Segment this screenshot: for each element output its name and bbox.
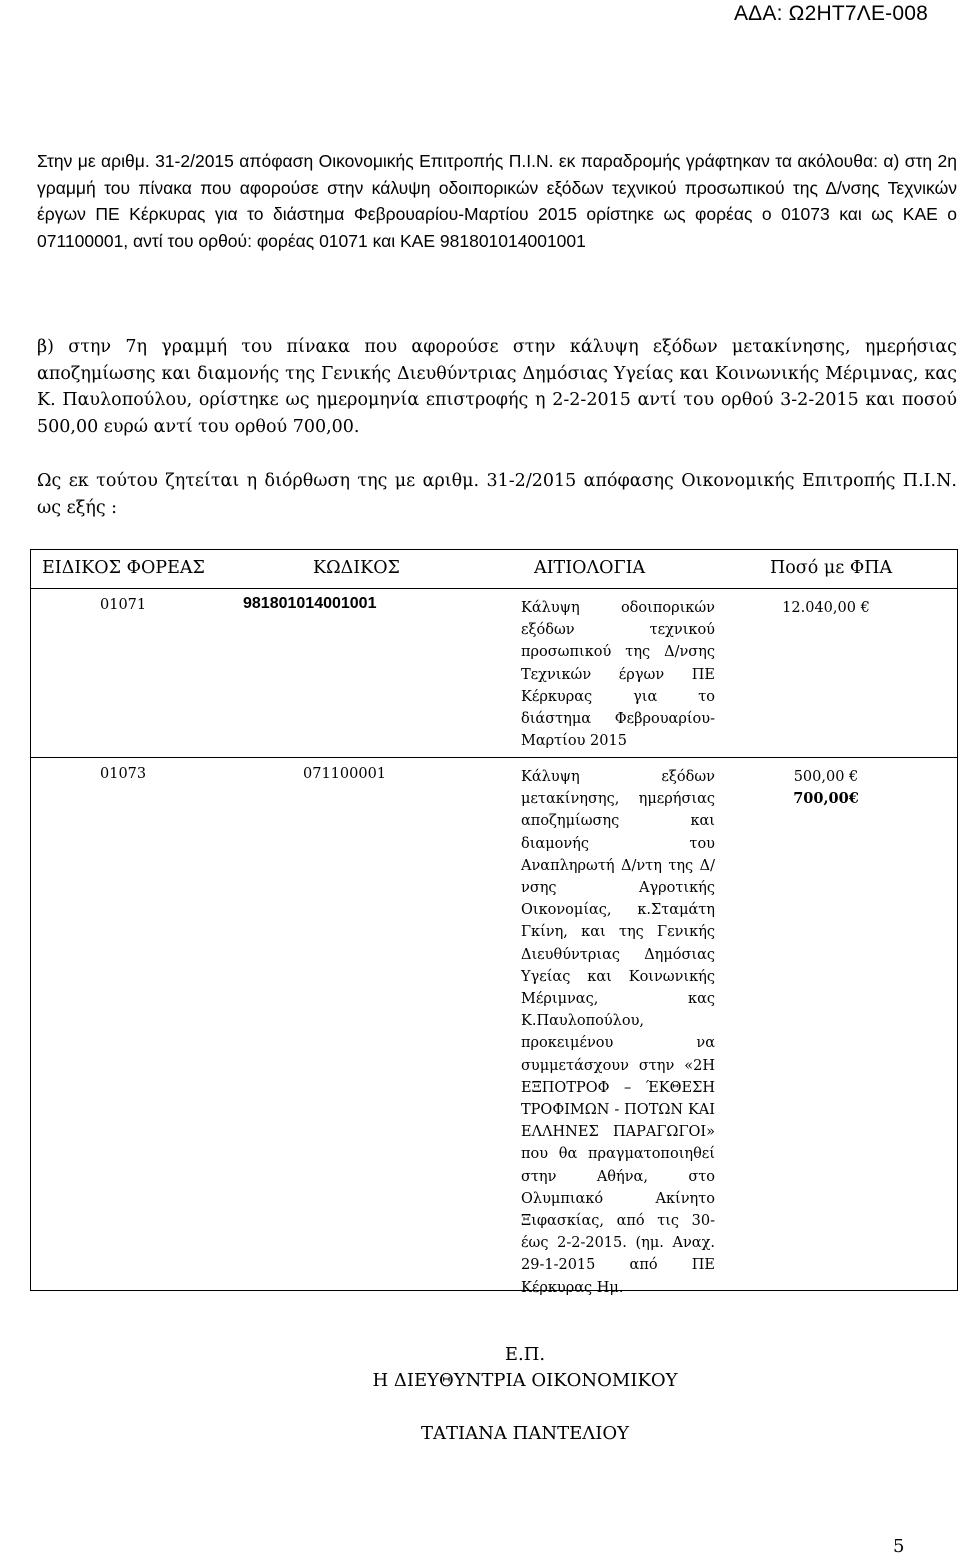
amount-value: 12.040,00 € [782,600,870,616]
cell-code: 981801014001001 [243,595,377,612]
cell-foreas: 01073 [100,766,147,782]
signature-name: ΤΑΤΙΑΝΑ ΠΑΝΤΕΛΙΟΥ [421,1423,629,1444]
cell-amount [766,766,886,810]
paragraph-a: Στην με αριθμ. 31-2/2015 απόφαση Οικονομικής Επιτροπής Π.Ι.Ν. εκ παραδρομής γράφτηκαν τα ακόλουθα: α) στη 2η γραμμή του πίνακα που αφορούσε στην κάλυψη οδοιπορικών εξόδων τεχνικού προσωπικού της Δ/νσης Τεχνικών έργων ΠΕ Κέρκυρας για το διάστημα Φεβρουαρίου-Μαρτίου 2015 ορίστηκε ως φορέας ο 01073 και ως ΚΑΕ ο 071100001, αντί του ορθού: φορέας 01071 και ΚΑΕ 981801014001001 [37,151,957,251]
signature-ep: Ε.Π. [504,1344,546,1365]
cell-reason: Κάλυψη οδοιπορικών εξόδων τεχνικού προσωπικού της Δ/νσης Τεχνικών έργων ΠΕ Κέρκυρας για το διάστημα Φεβρουαρίου-Μαρτίου 2015 [521,600,715,750]
ada-code: ΑΔΑ: Ω2ΗΤ7ΛΕ-008 [733,2,928,25]
cell-code: 071100001 [303,766,387,782]
cell-foreas: 01071 [100,597,147,613]
header-amount: Ποσό με ΦΠΑ [770,558,893,578]
signature-title: Η ΔΙΕΥΘΥΝΤΡΙΑ ΟΙΚΟΝΟΜΙΚΟΥ [372,1370,678,1391]
paragraph-request: Ως εκ τούτου ζητείται η διόρθωση της με αριθμ. 31-2/2015 απόφασης Οικονομικής Επιτροπής Π.Ι.Ν. ως εξής : [37,471,957,518]
header-reason: ΑΙΤΙΟΛΟΓΙΑ [534,558,646,578]
table-row [31,758,957,1296]
cell-reason: Κάλυψη εξόδων μετακίνησης, ημερήσιας αποζημίωσης και διαμονής του Αναπληρωτή Δ/ντη της Δ/νσης Αγροτικής Οικονομίας, κ.Σταμάτη Γκίνη, και της Γενικής Διευθύντριας Δημόσιας Υγείας και Κοινωνικής Μέριμνας, κας Κ.Παυλοπούλου, προκειμένου να συμμετάσχουν στην «2Η ΕΞΠΟΤΡΟΦ – ΈΚΘΕΣΗ ΤΡΟΦΙΜΩΝ - ΠΟΤΩΝ ΚΑΙ ΕΛΛΗΝΕΣ ΠΑΡΑΓΩΓΟΙ» που θα πραγματοποιηθεί στην Αθήνα, στο Ολυμπιακό Ακίνητο Ξιφασκίας, από τις 30- έως 2-2-2015. (ημ. Αναχ. 29-1-2015 από ΠΕ Κέρκυρας Ημ. [521,769,715,1296]
cell-amount [766,597,886,619]
paragraph-b: β) στην 7η γραμμή του πίνακα που αφορούσε στην κάλυψη εξόδων μετακίνησης, ημερήσιας αποζημίωσης και διαμονής της Γενικής Διευθύντριας Δημόσιας Υγείας και Κοινωνικής Μέριμνας, κας Κ. Παυλοπούλου, ορίστηκε ως ημερομηνία επιστροφής η 2-2-2015 αντί του ορθού 3-2-2015 και ποσού 500,00 ευρώ αντί του ορθού 700,00. [37,337,957,437]
amount-value: 500,00 € [793,769,859,785]
table-header [31,550,957,589]
header-code: ΚΩΔΙΚΟΣ [313,558,400,578]
table-row [31,589,957,758]
correction-table [30,549,958,1296]
amount-corrected-value: 700,00€ [793,790,859,807]
page-number: 5 [893,1536,905,1557]
header-foreas: ΕΙΔΙΚΟΣ ΦΟΡΕΑΣ [42,558,205,578]
